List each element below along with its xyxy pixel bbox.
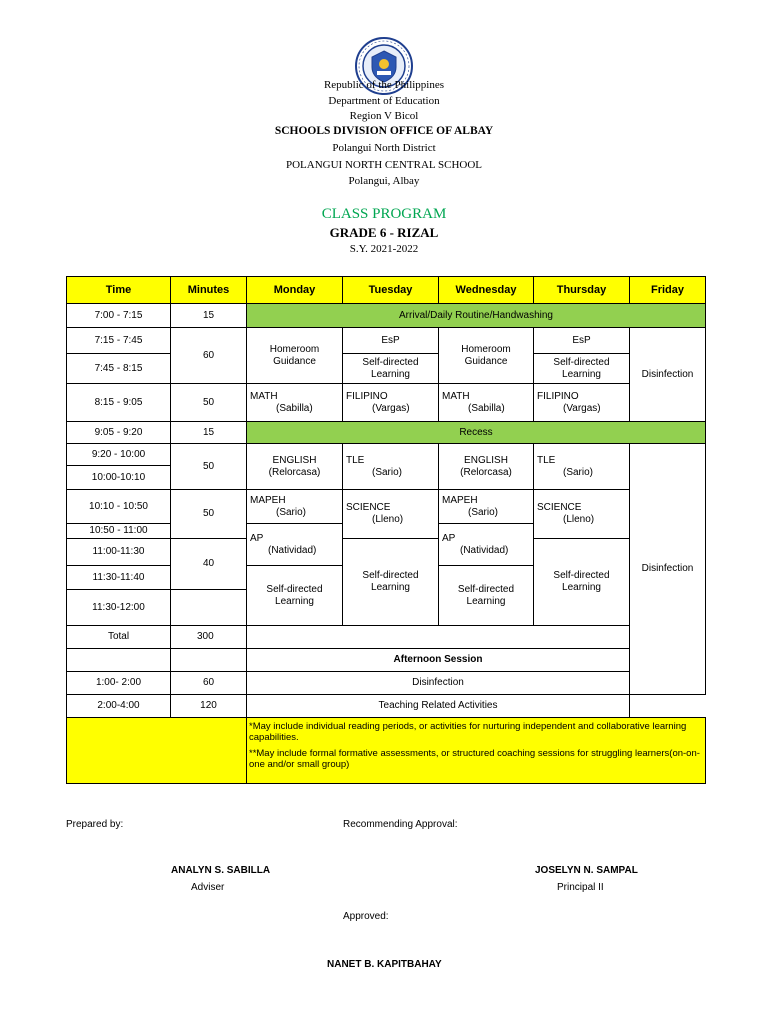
teacher-label: (Relorcasa): [268, 466, 321, 478]
subject-label: FILIPINO: [537, 390, 579, 402]
time-cell: 7:45 - 8:15: [67, 354, 171, 384]
total-row: [67, 626, 706, 649]
time-cell: 10:10 - 10:50: [67, 490, 171, 524]
table-row: [67, 328, 706, 354]
header-office: SCHOOLS DIVISION OFFICE OF ALBAY: [274, 125, 494, 137]
tuesday-filipino-cell: [343, 384, 439, 422]
subject-label: AP: [442, 532, 456, 544]
recommending-approval-label: Recommending Approval:: [343, 819, 458, 830]
subject-label: MAPEH: [442, 494, 478, 506]
tuesday-self-directed-cell: Self-directed Learning: [343, 539, 439, 626]
afternoon-session-label: Afternoon Session: [247, 649, 630, 672]
teacher-label: (Natividad): [460, 544, 509, 556]
header-thursday: Thursday: [534, 277, 630, 304]
teacher-label: (Lleno): [372, 514, 404, 525]
teacher-label: (Vargas): [563, 402, 601, 414]
monday-mapeh-cell: [247, 490, 343, 524]
notes-cell: [247, 718, 706, 784]
header-address: Polangui, Albay: [348, 175, 420, 187]
header-time: Time: [67, 277, 171, 304]
table-row: [67, 422, 706, 444]
header-minutes: Minutes: [171, 277, 247, 304]
tuesday-tle-cell: [343, 444, 439, 490]
empty-cell: [247, 626, 630, 649]
thursday-esp-cell: EsP: [534, 328, 630, 354]
wednesday-english-cell: [439, 444, 534, 490]
teacher-label: (Lleno): [563, 514, 595, 525]
teacher-label: (Vargas): [372, 402, 410, 414]
monday-ap-cell: [247, 524, 343, 566]
subject-label: ENGLISH: [464, 454, 508, 466]
subject-label: FILIPINO: [346, 390, 388, 402]
subject-label: MATH: [442, 390, 470, 402]
school-year: S.Y. 2021-2022: [349, 243, 419, 255]
time-cell: 7:00 - 7:15: [67, 304, 171, 328]
time-cell: 11:00-11:30: [67, 539, 171, 566]
recess-cell: Recess: [247, 422, 706, 444]
header-monday: Monday: [247, 277, 343, 304]
header-school: POLANGUI NORTH CENTRAL SCHOOL: [285, 159, 482, 171]
total-label: Total: [67, 626, 171, 649]
subject-label: SCIENCE: [537, 502, 582, 513]
header-tuesday: Tuesday: [343, 277, 439, 304]
adviser-title: Adviser: [191, 882, 225, 893]
table-row: [67, 490, 706, 524]
adviser-name: ANALYN S. SABILLA: [171, 865, 271, 876]
teacher-label: (Sario): [372, 466, 403, 478]
table-row: [67, 695, 706, 718]
afternoon-row: [67, 649, 706, 672]
teacher-label: (Sabilla): [468, 402, 505, 414]
class-program-table: [66, 276, 706, 784]
subject-label: TLE: [346, 454, 365, 466]
time-cell: 1:00- 2:00: [67, 672, 171, 695]
minutes-cell: 60: [171, 328, 247, 384]
teacher-label: (Natividad): [268, 544, 317, 556]
disinfection-cell: Disinfection: [247, 672, 630, 695]
arrival-routine-cell: Arrival/Daily Routine/Handwashing: [247, 304, 706, 328]
header-line-department: Department of Education: [328, 95, 440, 107]
teacher-label: (Relorcasa): [460, 466, 512, 478]
thursday-self-directed-cell: Self-directed Learning: [534, 354, 630, 384]
wednesday-math-cell: [439, 384, 534, 422]
total-minutes: 300: [171, 626, 247, 649]
header-friday: Friday: [630, 277, 706, 304]
time-cell: 10:00-10:10: [67, 466, 171, 490]
principal-title: Principal II: [557, 882, 604, 893]
wednesday-homeroom-cell: Homeroom Guidance: [439, 328, 534, 384]
minutes-cell: 50: [171, 490, 247, 539]
approved-label: Approved:: [343, 911, 389, 922]
time-cell: 8:15 - 9:05: [67, 384, 171, 422]
time-cell: 10:50 - 11:00: [67, 524, 171, 539]
header-district: Polangui North District: [332, 142, 436, 154]
teaching-activities-cell: Teaching Related Activities: [247, 695, 630, 718]
tuesday-self-directed-cell: Self-directed Learning: [343, 354, 439, 384]
header-wednesday: Wednesday: [439, 277, 534, 304]
subject-label: AP: [250, 532, 264, 544]
time-cell: 11:30-11:40: [67, 566, 171, 590]
grade-section: GRADE 6 - RIZAL: [329, 225, 439, 240]
empty-cell: [67, 649, 171, 672]
table-row: [67, 672, 706, 695]
subject-label: TLE: [537, 454, 556, 466]
teacher-label: (Sario): [468, 506, 499, 518]
monday-homeroom-cell: Homeroom Guidance: [247, 328, 343, 384]
time-cell: 9:05 - 9:20: [67, 422, 171, 444]
friday-disinfection-cell: Disinfection: [630, 444, 706, 695]
wednesday-ap-cell: [439, 524, 534, 566]
wednesday-mapeh-cell: [439, 490, 534, 524]
table-row: [67, 539, 706, 566]
thursday-self-directed-cell: Self-directed Learning: [534, 539, 630, 626]
table-row: [67, 354, 706, 384]
notes-row: [67, 718, 706, 784]
empty-cell: [67, 718, 247, 784]
table-header-row: [67, 277, 706, 304]
thursday-filipino-cell: [534, 384, 630, 422]
subject-label: SCIENCE: [346, 502, 391, 513]
page-title: CLASS PROGRAM: [321, 206, 447, 222]
time-cell: 9:20 - 10:00: [67, 444, 171, 466]
tuesday-esp-cell: EsP: [343, 328, 439, 354]
subject-label: ENGLISH: [272, 454, 317, 466]
time-cell: 7:15 - 7:45: [67, 328, 171, 354]
time-cell: 2:00-4:00: [67, 695, 171, 718]
wednesday-self-directed-cell: Self-directed Learning: [439, 566, 534, 626]
monday-math-cell: [247, 384, 343, 422]
prepared-by-label: Prepared by:: [66, 819, 124, 830]
thursday-tle-cell: [534, 444, 630, 490]
subject-label: MAPEH: [250, 494, 286, 506]
monday-english-cell: [247, 444, 343, 490]
empty-cell: [171, 649, 247, 672]
header-line-republic: Republic of the Philippines: [323, 79, 445, 91]
note-1: *May include individual reading periods, or activities for nurturing independent and collaborative learning capabilities.: [249, 721, 687, 743]
header-line-region: Region V Bicol: [349, 110, 419, 122]
minutes-cell: 15: [171, 422, 247, 444]
minutes-cell: 40: [171, 539, 247, 590]
minutes-cell: 15: [171, 304, 247, 328]
tuesday-science-cell: [343, 490, 439, 539]
minutes-cell: 120: [171, 695, 247, 718]
monday-self-directed-cell: Self-directed Learning: [247, 566, 343, 626]
thursday-science-cell: [534, 490, 630, 539]
teacher-label: (Sario): [276, 506, 307, 518]
principal-name: JOSELYN N. SAMPAL: [535, 865, 638, 876]
minutes-cell: 50: [171, 444, 247, 490]
table-row: [67, 304, 706, 328]
minutes-cell: 50: [171, 384, 247, 422]
teacher-label: (Sabilla): [276, 402, 313, 414]
subject-label: MATH: [250, 390, 278, 402]
teacher-label: (Sario): [563, 466, 594, 478]
table-row: [67, 384, 706, 422]
table-row: [67, 444, 706, 466]
note-2: **May include formal formative assessments, or structured coaching sessions for struggling learners(on-on-one and/or small group): [249, 748, 700, 770]
approver-name: NANET B. KAPITBAHAY: [327, 959, 442, 970]
minutes-cell: 60: [171, 672, 247, 695]
time-cell: 11:30-12:00: [67, 590, 171, 626]
minutes-cell: [171, 590, 247, 626]
friday-disinfection-cell: Disinfection: [630, 328, 706, 422]
